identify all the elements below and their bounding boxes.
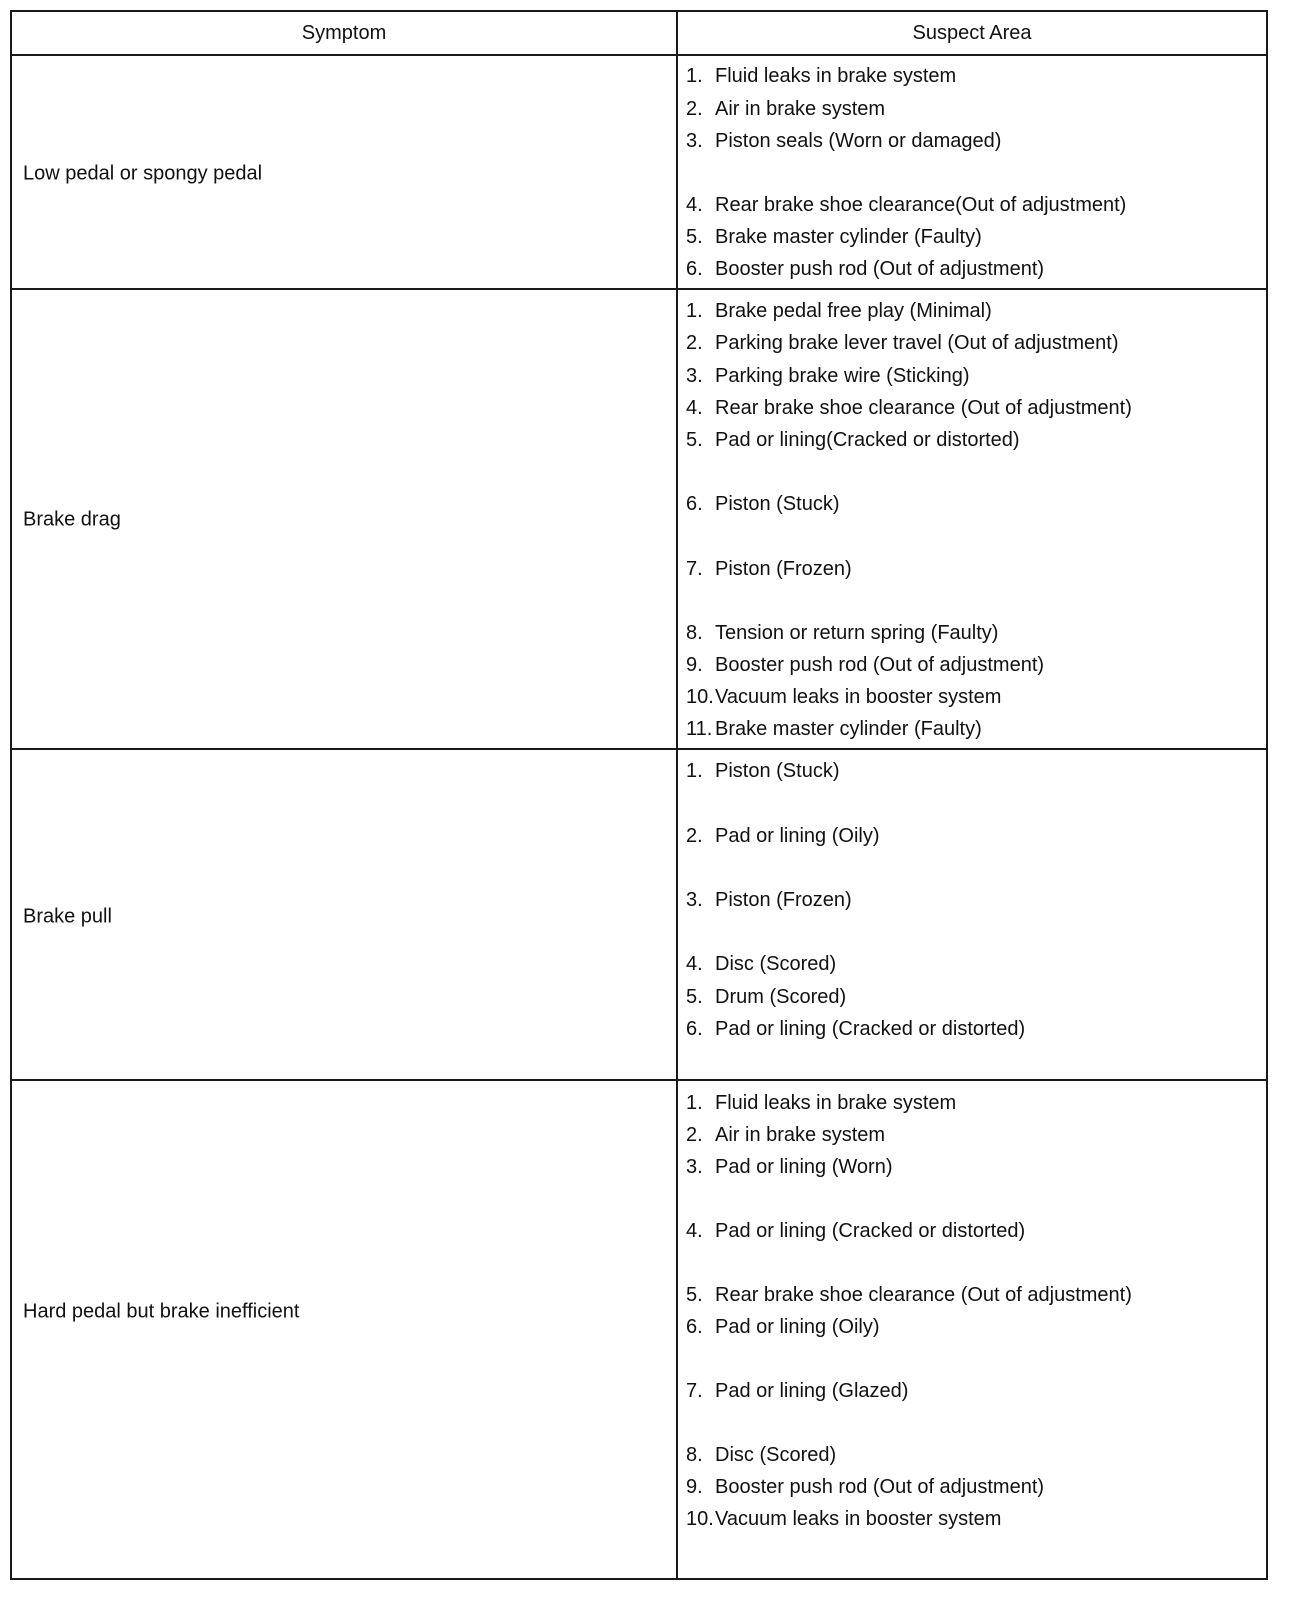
item-number: 1. [686, 1092, 703, 1114]
suspect-area-item [686, 1379, 908, 1403]
item-text: Rear brake shoe clearance(Out of adjustment) [715, 194, 1127, 216]
item-number: 7. [686, 1380, 703, 1402]
item-text: Disc (Scored) [715, 953, 837, 975]
item-text: Booster push rod (Out of adjustment) [715, 258, 1045, 280]
symptom-cell: Hard pedal but brake inefficient [23, 1300, 300, 1323]
troubleshooting-table [10, 10, 1268, 1580]
item-number: 9. [686, 1476, 703, 1498]
item-number: 4. [686, 953, 703, 975]
suspect-area-item [686, 257, 1044, 281]
suspect-area-item [686, 331, 1119, 355]
item-text: Brake pedal free play (Minimal) [715, 300, 992, 322]
suspect-area-item [686, 1443, 836, 1467]
item-text: Piston (Stuck) [715, 493, 840, 515]
suspect-area-item [686, 299, 992, 323]
item-number: 11. [686, 718, 713, 740]
item-number: 1. [686, 300, 703, 322]
item-text: Air in brake system [715, 98, 886, 120]
item-text: Pad or lining (Oily) [715, 1316, 880, 1338]
item-number: 7. [686, 558, 703, 580]
suspect-area-item [686, 492, 839, 516]
item-text: Parking brake wire (Sticking) [715, 365, 970, 387]
item-text: Pad or lining (Cracked or distorted) [715, 1018, 1026, 1040]
item-text: Rear brake shoe clearance (Out of adjustment) [715, 397, 1132, 419]
item-text: Pad or lining(Cracked or distorted) [715, 429, 1020, 451]
row-divider [12, 288, 1266, 290]
item-number: 6. [686, 493, 703, 515]
item-text: Rear brake shoe clearance (Out of adjustment) [715, 1284, 1132, 1306]
suspect-area-item [686, 1017, 1025, 1041]
suspect-area-item [686, 225, 982, 249]
item-text: Fluid leaks in brake system [715, 65, 957, 87]
item-number: 2. [686, 332, 703, 354]
item-number: 2. [686, 825, 703, 847]
item-number: 5. [686, 429, 703, 451]
item-text: Fluid leaks in brake system [715, 1092, 957, 1114]
item-number: 5. [686, 1284, 703, 1306]
item-text: Vacuum leaks in booster system [715, 686, 1002, 708]
suspect-area-item [686, 1315, 880, 1339]
item-text: Pad or lining (Glazed) [715, 1380, 909, 1402]
suspect-area-item [686, 952, 836, 976]
suspect-area-item [686, 759, 839, 783]
suspect-area-item [686, 824, 880, 848]
column-divider [676, 12, 678, 1578]
item-text: Air in brake system [715, 1124, 886, 1146]
item-text: Booster push rod (Out of adjustment) [715, 1476, 1045, 1498]
symptom-cell: Brake pull [23, 905, 112, 928]
item-number: 3. [686, 1156, 703, 1178]
suspect-area-item [686, 1219, 1025, 1243]
row-divider [12, 1079, 1266, 1081]
item-text: Pad or lining (Worn) [715, 1156, 893, 1178]
item-number: 5. [686, 226, 703, 248]
suspect-area-item [686, 129, 1001, 153]
item-number: 10. [686, 1508, 714, 1530]
row-divider [12, 748, 1266, 750]
item-text: Parking brake lever travel (Out of adjustment) [715, 332, 1119, 354]
header-suspect-area: Suspect Area [912, 22, 1032, 44]
item-text: Brake master cylinder (Faulty) [715, 718, 982, 740]
item-number: 10. [686, 686, 714, 708]
suspect-area-item [686, 653, 1044, 677]
suspect-area-item [686, 1507, 1001, 1531]
suspect-area-item [686, 428, 1020, 452]
item-number: 1. [686, 65, 703, 87]
item-text: Pad or lining (Cracked or distorted) [715, 1220, 1026, 1242]
table-header-row [12, 12, 1266, 54]
suspect-area-item [686, 888, 852, 912]
item-text: Disc (Scored) [715, 1444, 837, 1466]
item-number: 1. [686, 760, 703, 782]
item-text: Pad or lining (Oily) [715, 825, 880, 847]
item-number: 6. [686, 1316, 703, 1338]
item-number: 6. [686, 1018, 703, 1040]
suspect-area-item [686, 97, 885, 121]
item-number: 3. [686, 889, 703, 911]
item-number: 9. [686, 654, 703, 676]
item-number: 2. [686, 1124, 703, 1146]
item-number: 2. [686, 98, 703, 120]
suspect-area-item [686, 193, 1126, 217]
item-number: 3. [686, 130, 703, 152]
suspect-area-item [686, 1475, 1044, 1499]
item-text: Piston seals (Worn or damaged) [715, 130, 1002, 152]
suspect-area-item [686, 717, 982, 741]
header-symptom: Symptom [301, 22, 387, 44]
symptom-cell: Low pedal or spongy pedal [23, 162, 263, 185]
item-number: 4. [686, 194, 703, 216]
suspect-area-item [686, 364, 970, 388]
item-number: 5. [686, 986, 703, 1008]
suspect-area-item [686, 685, 1001, 709]
item-number: 8. [686, 1444, 703, 1466]
item-text: Brake master cylinder (Faulty) [715, 226, 982, 248]
item-text: Piston (Stuck) [715, 760, 840, 782]
item-text: Piston (Frozen) [715, 558, 852, 580]
symptom-cell: Brake drag [23, 508, 121, 531]
item-number: 8. [686, 622, 703, 644]
suspect-area-item [686, 1155, 892, 1179]
item-number: 4. [686, 397, 703, 419]
item-number: 3. [686, 365, 703, 387]
suspect-area-item [686, 1283, 1132, 1307]
suspect-area-item [686, 64, 956, 88]
item-text: Tension or return spring (Faulty) [715, 622, 999, 644]
suspect-area-item [686, 1123, 885, 1147]
suspect-area-item [686, 396, 1132, 420]
suspect-area-item [686, 1091, 956, 1115]
item-text: Piston (Frozen) [715, 889, 852, 911]
item-number: 4. [686, 1220, 703, 1242]
item-text: Booster push rod (Out of adjustment) [715, 654, 1045, 676]
suspect-area-item [686, 557, 852, 581]
suspect-area-item [686, 621, 998, 645]
item-text: Vacuum leaks in booster system [715, 1508, 1002, 1530]
suspect-area-item [686, 985, 846, 1009]
item-number: 6. [686, 258, 703, 280]
header-divider [12, 54, 1266, 56]
item-text: Drum (Scored) [715, 986, 847, 1008]
